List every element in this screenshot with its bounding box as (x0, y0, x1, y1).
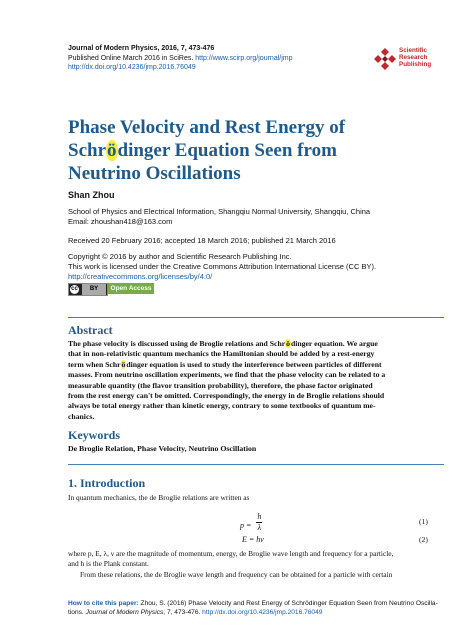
eq1-fraction (256, 512, 262, 533)
citation-line-1 (68, 599, 448, 608)
scirp-logo-text (399, 47, 431, 69)
journal-header (68, 44, 293, 73)
equation-1 (240, 512, 262, 533)
highlighted-char: ö (107, 140, 117, 161)
where-text (68, 549, 393, 570)
logo-line-1: Scientific (399, 47, 427, 54)
abstract-line-1 (68, 339, 444, 349)
citation-journal: Journal of Modern Physics (85, 609, 164, 616)
license-url-link[interactable]: http://creativecommons.org/licenses/by/4.0/ (68, 272, 213, 281)
logo-line-3: Publishing (399, 61, 432, 69)
author-email: Email: zhoushan418@163.com (68, 217, 173, 226)
license-block (68, 252, 376, 282)
eq1-lhs: p = (240, 521, 252, 531)
abs-l1-a: The phase velocity is discussed using de Broglie relations and Schr (68, 339, 286, 348)
citation-label: How to cite this paper: (68, 600, 139, 607)
journal-url-link[interactable]: http://www.scirp.org/journal/jmp (195, 54, 293, 62)
citation-block (68, 599, 448, 617)
paper-title (68, 116, 345, 185)
abstract-line-7: always be total energy rather than kinetic energy, contrary to some textbooks of quantum me- (68, 401, 376, 411)
intro-paragraph-2: From these relations, the de Broglie wave length and frequency can be obtained for a particle with certain (80, 570, 393, 579)
cc-icon: cc (71, 286, 78, 292)
open-access-badge[interactable]: Open Access (108, 283, 154, 294)
abstract-line-3 (68, 360, 444, 370)
affiliation: School of Physics and Electrical Information, Shangqiu Normal University, Shangqiu, China (68, 207, 371, 216)
abstract-line-2: that in non-relativistic quantum mechanics the Hamiltonian should be added by a rest-energy (68, 349, 375, 359)
abs-l3-a: term when Schr (68, 359, 121, 369)
keywords-text: De Broglie Relation, Phase Velocity, Neutrino Oscillation (68, 444, 257, 453)
title-line-3: Neutrino Oscillations (68, 163, 241, 184)
abstract-line-4: masses. From neutrino oscillation experiments, we find that the phase velocity can be related to a (68, 370, 386, 380)
logo-line-2: Research (399, 54, 428, 62)
keywords-heading: Keywords (68, 428, 120, 442)
citation-doi-link[interactable]: http://dx.doi.org/10.4236/jmp.2016.76049 (202, 609, 323, 616)
abstract-divider (68, 317, 444, 318)
scirp-logo[interactable] (373, 45, 443, 73)
published-line (68, 54, 293, 64)
author-name: Shan Zhou (68, 190, 115, 200)
abstract-line-8: chanics. (68, 411, 95, 421)
eq2-number: (2) (419, 535, 428, 544)
abstract-text (68, 339, 444, 422)
abstract-line-6: from the rest energy can't be omitted. Correspondingly, the energy in de Broglie relations should (68, 391, 385, 401)
highlighted-char: ö (121, 359, 126, 369)
citation-volume: , 7, 473-476. (163, 609, 203, 616)
citation-line-2 (68, 608, 448, 617)
cc-by-badge[interactable] (68, 283, 108, 296)
intro-divider (68, 464, 444, 465)
scirp-logo-icon (373, 47, 397, 71)
title-line-2 (68, 139, 345, 162)
abstract-heading: Abstract (68, 323, 113, 337)
published-prefix: Published Online March 2016 in SciRes. (68, 54, 196, 62)
eq1-number: (1) (419, 517, 428, 526)
title-line-2-b: dinger Equation Seen from (117, 140, 337, 161)
by-icon: BY (82, 284, 106, 295)
abs-l1-b: dinger equation. We argue (290, 339, 378, 348)
equation-2: E = hν (242, 535, 264, 544)
citation-text-2: tions. (68, 609, 86, 616)
license-line: This work is licensed under the Creative Commons Attribution International License (CC BY). (68, 262, 377, 271)
citation-text-1: Zhou, S. (2016) Phase Velocity and Rest Energy of Schrödinger Equation Seen from Neutrino Oscilla- (138, 600, 438, 607)
copyright-line: Copyright © 2016 by author and Scientific Research Publishing Inc. (68, 252, 292, 261)
intro-paragraph-1: In quantum mechanics, the de Broglie relations are written as (68, 493, 250, 502)
where-line-2: and h is the Plank constant. (68, 559, 149, 569)
title-line-2-a: Schr (68, 140, 106, 161)
abstract-line-5: measurable quantity (the flavor transition probability), therefore, the phase factor originated (68, 380, 373, 390)
where-line-1: where p, E, λ, ν are the magnitude of momentum, energy, de Broglie wave length and frequency for a particle, (68, 549, 394, 558)
intro-heading: 1. Introduction (68, 476, 146, 490)
author-info (68, 207, 370, 227)
title-line-1: Phase Velocity and Rest Energy of (68, 117, 346, 138)
abs-l3-b: dinger equation is used to study the interference between particles of different (126, 359, 382, 369)
eq1-denominator: λ (257, 523, 262, 532)
highlighted-char: ö (286, 339, 290, 348)
eq1-numerator: h (257, 512, 262, 521)
journal-line: Journal of Modern Physics, 2016, 7, 473-476 (68, 45, 215, 52)
article-dates: Received 20 February 2016; accepted 18 March 2016; published 21 March 2016 (68, 236, 336, 245)
doi-link[interactable]: http://dx.doi.org/10.4236/jmp.2016.76049 (68, 64, 196, 71)
